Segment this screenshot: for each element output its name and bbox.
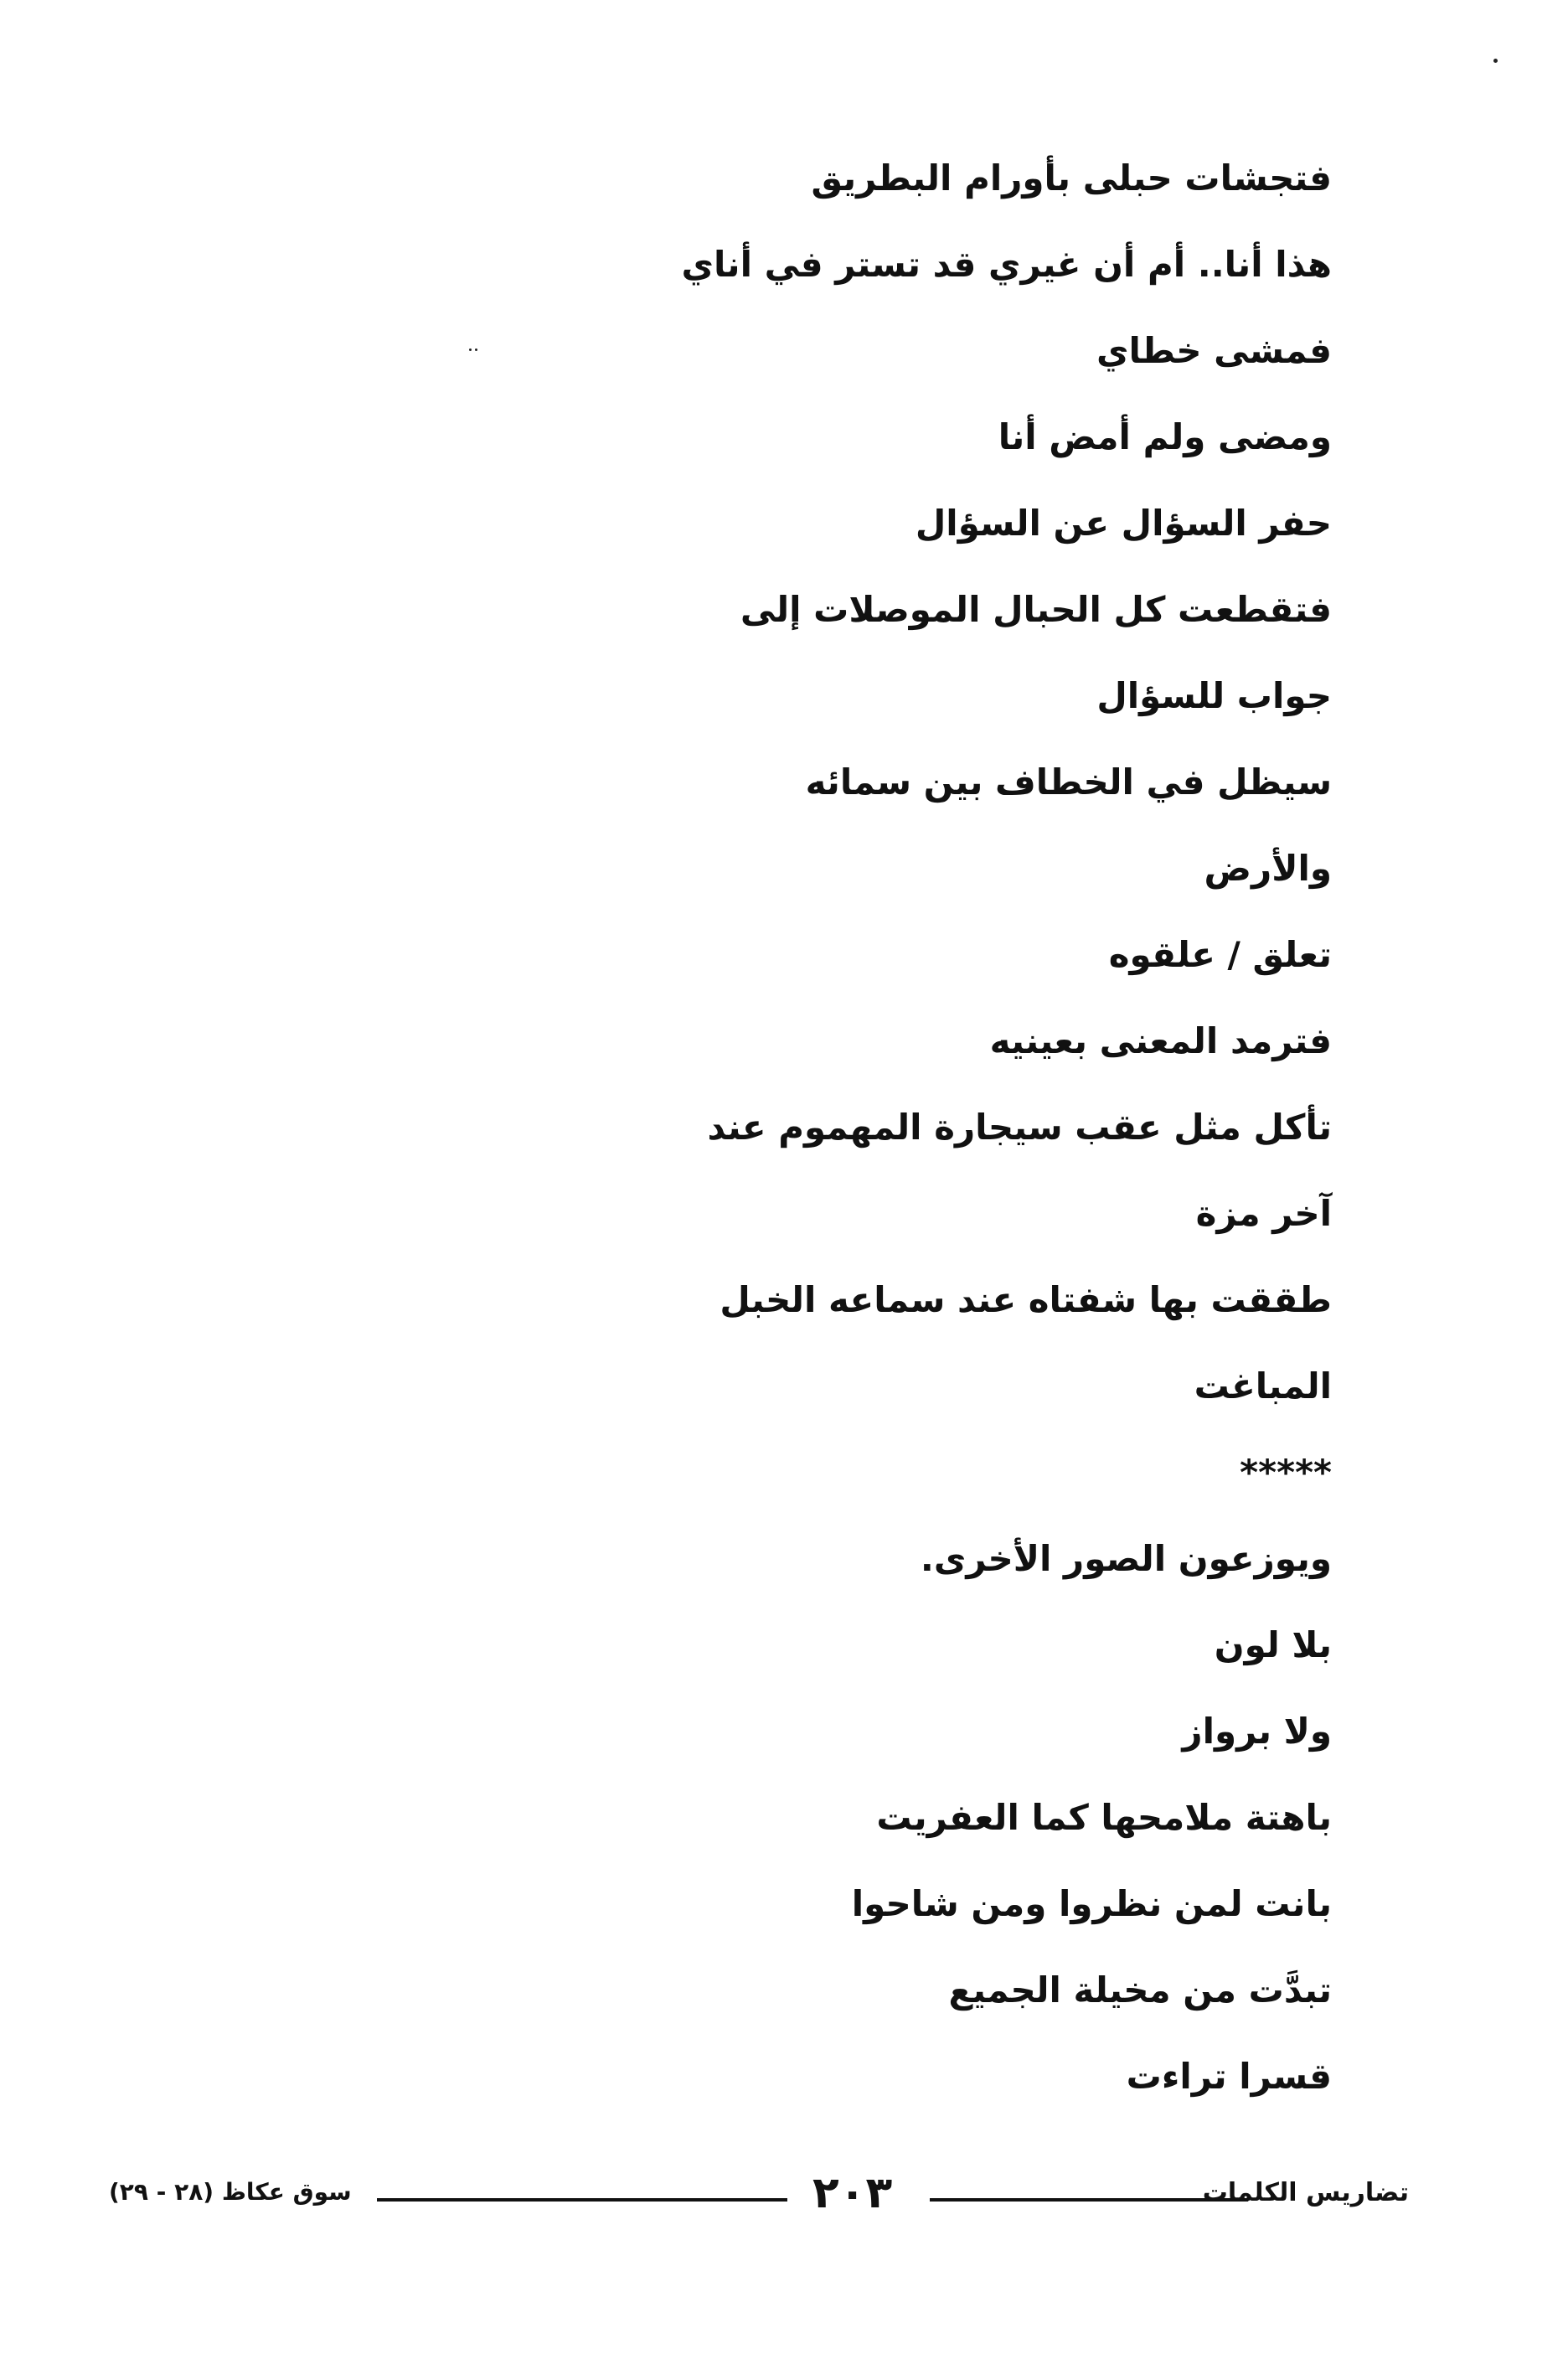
- poem-line: آخر مزة: [1195, 1193, 1332, 1234]
- poem-line: ويوزعون الصور الأخرى.: [920, 1538, 1332, 1579]
- poem-line: تبدَّت من مخيلة الجميع: [948, 1969, 1332, 2011]
- poem-line: حفر السؤال عن السؤال: [915, 503, 1332, 544]
- speck-middle: [469, 348, 472, 351]
- poem-line: المباغت: [1194, 1365, 1332, 1407]
- poem-line: جواب للسؤال: [1096, 675, 1332, 716]
- poem-line: ومضى ولم أمض أنا: [998, 416, 1332, 457]
- poem-line: قسرا تراءت: [1126, 2056, 1332, 2097]
- section-separator: *****: [1240, 1452, 1332, 1493]
- poem-line: تعلق / علقوه: [1108, 934, 1332, 975]
- footer-rule-left: [377, 2198, 787, 2202]
- page-number: ٢٠٣: [812, 2168, 893, 2218]
- poem-line: بلا لون: [1214, 1624, 1332, 1665]
- poem-line: طققت بها شفتاه عند سماعه الخبل: [720, 1279, 1332, 1320]
- footer-rule-right: [930, 2198, 1248, 2202]
- journal-title: سوق عكاظ (٢٨ - ٢٩): [109, 2178, 352, 2206]
- poem-line: ولا برواز: [1182, 1711, 1332, 1752]
- poem-line: فتجشات حبلى بأورام البطريق: [811, 157, 1332, 199]
- poem-line: سيظل في الخطاف بين سمائه: [805, 761, 1332, 803]
- speck-top-right: [1493, 59, 1498, 63]
- poem-line: فترمد المعنى بعينيه: [989, 1020, 1332, 1061]
- poem-body: [494, 149, 1332, 2134]
- poem-line: تأكل مثل عقب سيجارة المهموم عند: [707, 1107, 1332, 1148]
- speck-middle-2: [475, 348, 477, 351]
- poem-line: والأرض: [1204, 848, 1332, 889]
- section-title: تضاريس الكلمات: [1202, 2178, 1409, 2207]
- poem-line: فتقطعت كل الحبال الموصلات إلى: [740, 589, 1332, 630]
- poem-line: هذا أنا.. أم أن غيري قد تستر في أناي: [681, 244, 1332, 285]
- poem-line: باهتة ملامحها كما العفريت: [876, 1797, 1332, 1838]
- poem-line: بانت لمن نظروا ومن شاحوا: [851, 1883, 1332, 1924]
- poem-line: فمشى خطاي: [1096, 330, 1332, 371]
- page-footer: [109, 2168, 1409, 2223]
